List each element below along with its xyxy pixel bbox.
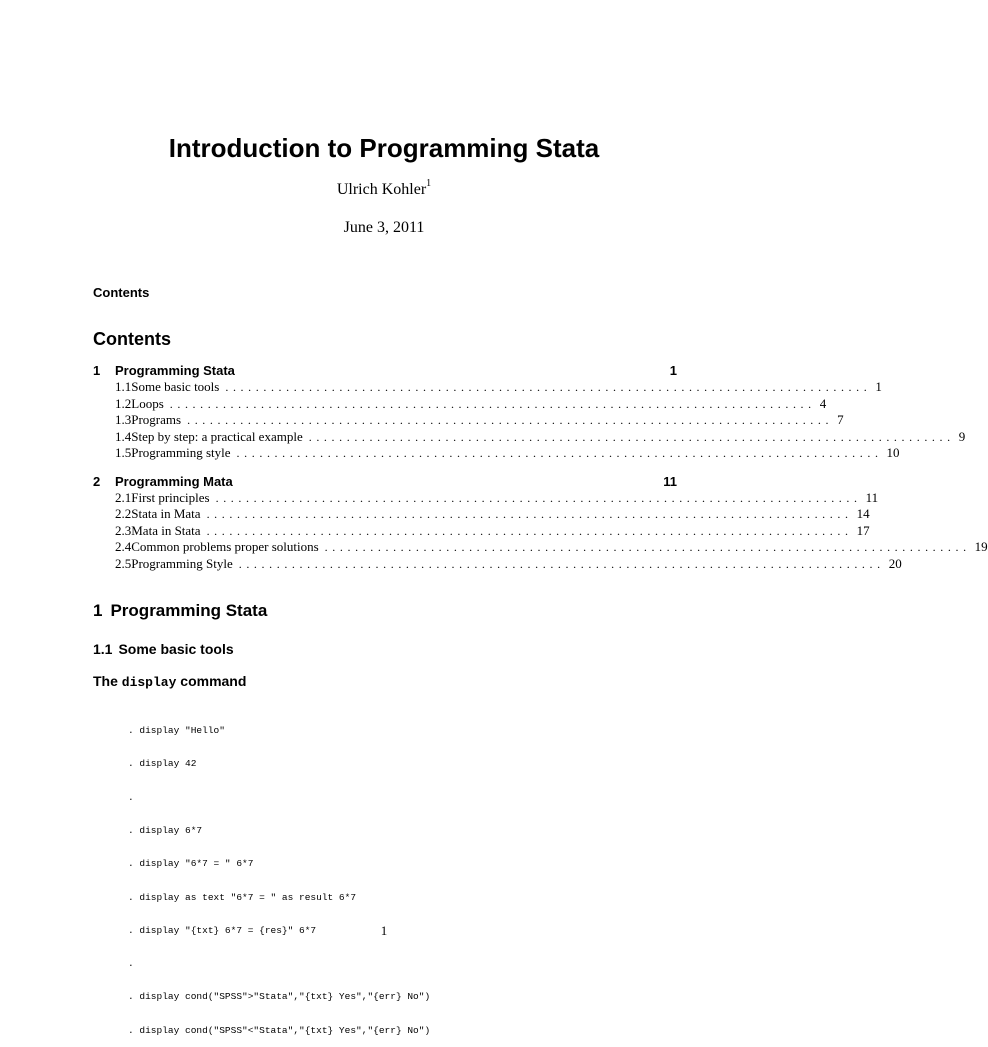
toc-section-label: Stata in Mata <box>131 506 201 521</box>
subsection-number: 1.1 <box>93 641 113 657</box>
toc-dot-leader: ..................................................................................... <box>324 540 971 554</box>
code-line: . display cond("SPSS"<"Stata","{txt} Yes","{err} No") <box>128 1024 431 1036</box>
subsection-title: Some basic tools <box>118 641 234 657</box>
toc-section-number: 2.3 <box>115 522 132 538</box>
toc-section-label: Some basic tools <box>131 379 220 394</box>
toc-section-number: 2.5 <box>115 555 132 571</box>
toc-section-number: 1.4 <box>115 428 132 444</box>
author-name: Ulrich Kohler <box>336 181 427 198</box>
code-line: . <box>128 791 134 803</box>
toc-dot-leader: ..................................................................................... <box>225 380 872 394</box>
toc-section-2-3[interactable] <box>93 522 870 540</box>
toc-dot-leader: ..................................................................................... <box>215 490 862 505</box>
toc-chapter-1[interactable] <box>93 362 677 379</box>
toc-section-1-5[interactable] <box>93 445 900 462</box>
toc-dot-leader: ..................................................................................... <box>236 446 883 460</box>
toc-section-1-1[interactable] <box>93 379 882 396</box>
paragraph-suffix: command <box>176 673 247 689</box>
toc-section-label: Programming Style <box>131 555 233 571</box>
toc-section-label: Programming style <box>131 445 231 460</box>
toc-section-page: 14 <box>856 506 870 521</box>
toc-section-1-3[interactable] <box>93 412 844 429</box>
code-line: . display 42 <box>128 758 197 770</box>
toc-dot-leader: ..................................................................................... <box>187 413 834 427</box>
code-line: . display "Hello" <box>128 725 225 737</box>
toc-section-number: 2.1 <box>115 489 132 505</box>
table-of-contents <box>93 362 988 572</box>
toc-section-2-5[interactable] <box>93 555 902 573</box>
toc-section-page: 10 <box>886 445 900 460</box>
toc-chapter-page: 1 <box>669 363 677 378</box>
author-line <box>0 178 768 199</box>
toc-chapter-label: Programming Mata <box>115 473 233 489</box>
toc-section-page: 1 <box>875 379 882 394</box>
toc-chapter-2[interactable] <box>93 473 677 490</box>
toc-section-number: 2.2 <box>115 506 132 521</box>
section-title: Programming Stata <box>110 601 268 620</box>
toc-section-number: 1.2 <box>115 395 132 411</box>
document-title: Introduction to Programming Stata <box>168 133 600 163</box>
code-line: . display "{txt} 6*7 = {res}" 6*7 <box>128 924 317 936</box>
contents-heading: Contents <box>93 329 171 349</box>
toc-section-page: 20 <box>888 555 902 571</box>
toc-section-number: 1.3 <box>115 412 132 427</box>
toc-section-label: Loops <box>131 395 164 411</box>
toc-section-page: 19 <box>974 539 988 554</box>
paragraph-prefix: The <box>93 673 122 689</box>
toc-section-page: 11 <box>865 489 879 505</box>
toc-section-page: 17 <box>856 522 870 538</box>
toc-chapter-page: 11 <box>663 473 677 489</box>
paragraph-code-word: display <box>121 675 177 690</box>
toc-chapter-label: Programming Stata <box>115 363 235 378</box>
toc-chapter-number: 1 <box>93 363 101 378</box>
paragraph-heading <box>93 673 246 690</box>
code-line: . display cond("SPSS">"Stata","{txt} Yes","{err} No") <box>128 991 431 1003</box>
toc-section-1-4[interactable] <box>93 428 966 446</box>
author-footnote-mark[interactable]: 1 <box>426 178 432 189</box>
toc-dot-leader: ..................................................................................... <box>169 396 816 411</box>
toc-chapter-number: 2 <box>93 473 101 489</box>
code-line: . display "6*7 = " 6*7 <box>128 858 254 870</box>
subsection-heading <box>93 641 234 657</box>
section-heading <box>93 601 267 621</box>
toc-section-2-2[interactable] <box>93 506 870 523</box>
toc-section-page: 7 <box>837 412 844 427</box>
toc-dot-leader: ..................................................................................... <box>238 556 885 571</box>
toc-section-label: First principles <box>131 489 210 505</box>
toc-section-1-2[interactable] <box>93 395 827 413</box>
contents-label-small: Contents <box>93 285 150 300</box>
code-line: . display as text "6*7 = " as result 6*7 <box>128 891 357 903</box>
toc-section-2-1[interactable] <box>93 489 879 507</box>
toc-dot-leader: ..................................................................................... <box>206 523 853 538</box>
document-date: June 3, 2011 <box>343 219 425 236</box>
toc-section-number: 1.5 <box>115 445 132 460</box>
code-block <box>128 703 430 1047</box>
code-line: . display 6*7 <box>128 825 203 837</box>
toc-section-label: Programs <box>131 412 182 427</box>
toc-section-page: 4 <box>819 395 827 411</box>
toc-section-label: Mata in Stata <box>131 522 201 538</box>
toc-section-number: 2.4 <box>115 539 132 554</box>
section-number: 1 <box>93 601 103 620</box>
code-line: . <box>128 958 134 970</box>
toc-section-page: 9 <box>958 428 966 444</box>
page-number: 1 <box>380 923 388 938</box>
toc-section-label: Common problems proper solutions <box>131 539 319 554</box>
toc-section-2-4[interactable] <box>93 539 988 556</box>
toc-section-label: Step by step: a practical example <box>131 428 303 444</box>
toc-dot-leader: ..................................................................................... <box>308 429 955 444</box>
toc-dot-leader: ..................................................................................... <box>206 507 853 521</box>
toc-section-number: 1.1 <box>115 379 132 394</box>
